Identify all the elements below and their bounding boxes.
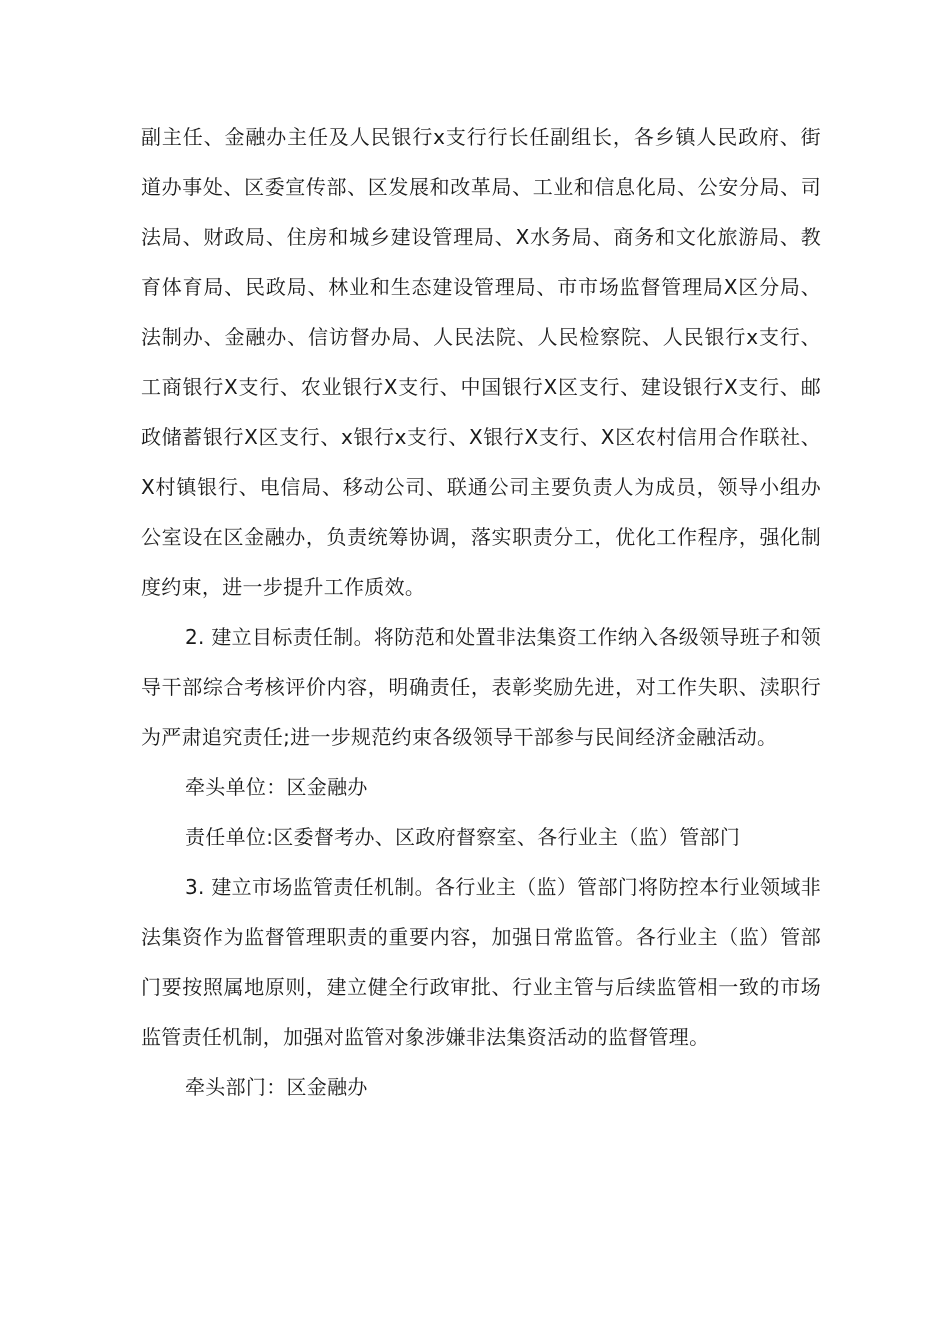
paragraph-lead-unit-1: 牵头单位：区金融办 (185, 775, 368, 799)
paragraph-lead-department: 牵头部门：区金融办 (185, 1075, 368, 1099)
paragraph-leading-groups-members: 副主任、金融办主任及人民银行x支行行长任副组长，各乡镇人民政府、街道办事处、区委宣传部、区发展和改革局、工业和信息化局、公安分局、司法局、财政局、住房和城乡建设管理局、X水务局、商务和文化旅游局、教育体育局、民政局、林业和生态建设管理局、市市场监督管理局X区分局、法制办、金融办、信访督办局、人民法院、人民检察院、人民银行x支行、工商银行X支行、农业银行X支行、中国银行X区支行、建设银行X支行、邮政储蓄银行X区支行、x银行x支行、X银行X支行、X区农村信用合作联社、X村镇银行、电信局、移动公司、联通公司主要负责人为成员，领导小组办公室设在区金融办，负责统筹协调，落实职责分工，优化工作程序，强化制度约束，进一步提升工作质效。 (141, 125, 821, 599)
document-body (141, 112, 821, 1112)
paragraph-responsible-units: 责任单位:区委督考办、区政府督察室、各行业主（监）管部门 (185, 825, 741, 849)
paragraph-market-supervision: 3. 建立市场监管责任机制。各行业主（监）管部门将防控本行业领域非法集资作为监督管理职责的重要内容，加强日常监管。各行业主（监）管部门要按照属地原则，建立健全行政审批、行业主管与后续监管相一致的市场监管责任机制，加强对监管对象涉嫌非法集资活动的监督管理。 (141, 875, 821, 1049)
paragraph-target-responsibility: 2. 建立目标责任制。将防范和处置非法集资工作纳入各级领导班子和领导干部综合考核评价内容，明确责任，表彰奖励先进，对工作失职、渎职行为严肃追究责任;进一步规范约束各级领导干部参与民间经济金融活动。 (141, 625, 821, 749)
